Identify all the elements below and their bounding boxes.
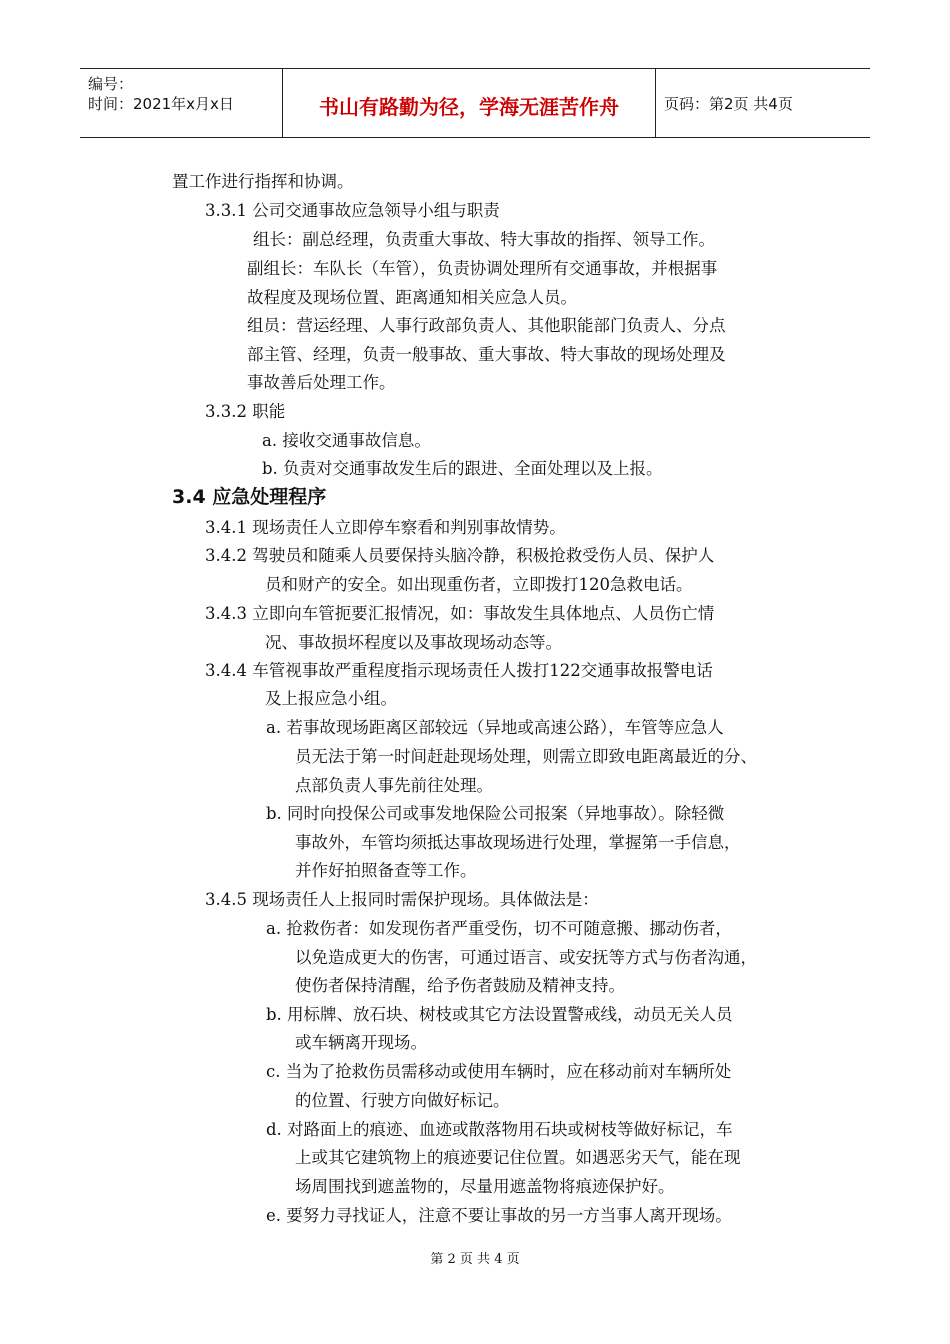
list-item-continued: 上或其它建筑物上的痕迹要记住位置。如遇恶劣天气，能在现 [295, 1148, 741, 1167]
list-item-continued: 的位置、行驶方向做好标记。 [295, 1091, 510, 1110]
header-time-label: 时间：2021年x月x日 [88, 95, 234, 113]
list-item: b. 负责对交通事故发生后的跟进、全面处理以及上报。 [262, 459, 663, 478]
body-line: 及上报应急小组。 [265, 689, 397, 708]
body-line: 3.4.4 车管视事故严重程度指示现场责任人拨打122交通事故报警电话 [205, 661, 713, 680]
list-item: e. 要努力寻找证人，注意不要让事故的另一方当事人离开现场。 [266, 1206, 732, 1225]
list-item: b. 用标牌、放石块、树枝或其它方法设置警戒线，动员无关人员 [266, 1005, 733, 1024]
section-3-4-heading: 3.4 应急处理程序 [172, 486, 327, 508]
section-3-3-2-title: 3.3.2 职能 [205, 402, 286, 421]
list-item: c. 当为了抢救伤员需移动或使用车辆时，应在移动前对车辆所处 [266, 1062, 732, 1081]
list-item: b. 同时向投保公司或事发地保险公司报案（异地事故）。除轻微 [266, 804, 725, 823]
body-line: 组长：副总经理，负责重大事故、特大事故的指挥、领导工作。 [253, 230, 715, 249]
list-item-continued: 或车辆离开现场。 [295, 1033, 427, 1052]
header-meta-cell [80, 69, 283, 137]
section-3-3-1-title: 3.3.1 公司交通事故应急领导小组与职责 [205, 201, 500, 220]
document-header [80, 68, 870, 138]
list-item: a. 抢救伤者：如发现伤者严重受伤，切不可随意搬、挪动伤者， [266, 919, 732, 938]
list-item: d. 对路面上的痕迹、血迹或散落物用石块或树枝等做好标记，车 [266, 1120, 733, 1139]
header-page-cell [656, 69, 870, 137]
header-page-label: 页码：第2页 共4页 [664, 95, 793, 113]
body-line: 置工作进行指挥和协调。 [172, 172, 354, 191]
page-footer: 第 2 页 共 4 页 [430, 1252, 520, 1267]
body-line: 部主管、经理，负责一般事故、重大事故、特大事故的现场处理及 [247, 345, 726, 364]
body-line: 员和财产的安全。如出现重伤者，立即拨打120急救电话。 [265, 575, 693, 594]
body-line: 况、事故损坏程度以及事故现场动态等。 [265, 633, 562, 652]
list-item-continued: 以免造成更大的伤害，可通过语言、或安抚等方式与伤者沟通， [295, 948, 757, 967]
body-line: 事故善后处理工作。 [247, 373, 396, 392]
list-item: a. 接收交通事故信息。 [262, 431, 431, 450]
list-item-continued: 员无法于第一时间赶赴现场处理，则需立即致电距离最近的分、 [295, 747, 757, 766]
body-line: 3.4.3 立即向车管扼要汇报情况，如：事故发生具体地点、人员伤亡情 [205, 604, 715, 623]
list-item-continued: 事故外，车管均须抵达事故现场进行处理，掌握第一手信息， [295, 833, 741, 852]
header-motto-cell [283, 69, 656, 137]
body-line: 3.4.1 现场责任人立即停车察看和判别事故情势。 [205, 518, 566, 537]
header-motto: 书山有路勤为径，学海无涯苦作舟 [319, 95, 619, 119]
body-line: 副组长：车队长（车管），负责协调处理所有交通事故，并根据事 [247, 259, 718, 278]
body-line: 3.4.5 现场责任人上报同时需保护现场。具体做法是： [205, 890, 599, 909]
list-item-continued: 点部负责人事先前往处理。 [295, 776, 493, 795]
body-line: 故程度及现场位置、距离通知相关应急人员。 [247, 288, 577, 307]
body-line: 组员：营运经理、人事行政部负责人、其他职能部门负责人、分点 [247, 316, 726, 335]
header-number-label: 编号： [88, 75, 134, 93]
list-item-continued: 场周围找到遮盖物的，尽量用遮盖物将痕迹保护好。 [295, 1177, 675, 1196]
list-item-continued: 使伤者保持清醒，给予伤者鼓励及精神支持。 [295, 976, 625, 995]
body-line: 3.4.2 驾驶员和随乘人员要保持头脑冷静，积极抢救受伤人员、保护人 [205, 546, 715, 565]
list-item-continued: 并作好拍照备查等工作。 [295, 861, 477, 880]
list-item: a. 若事故现场距离区部较远（异地或高速公路），车管等应急人 [266, 718, 724, 737]
